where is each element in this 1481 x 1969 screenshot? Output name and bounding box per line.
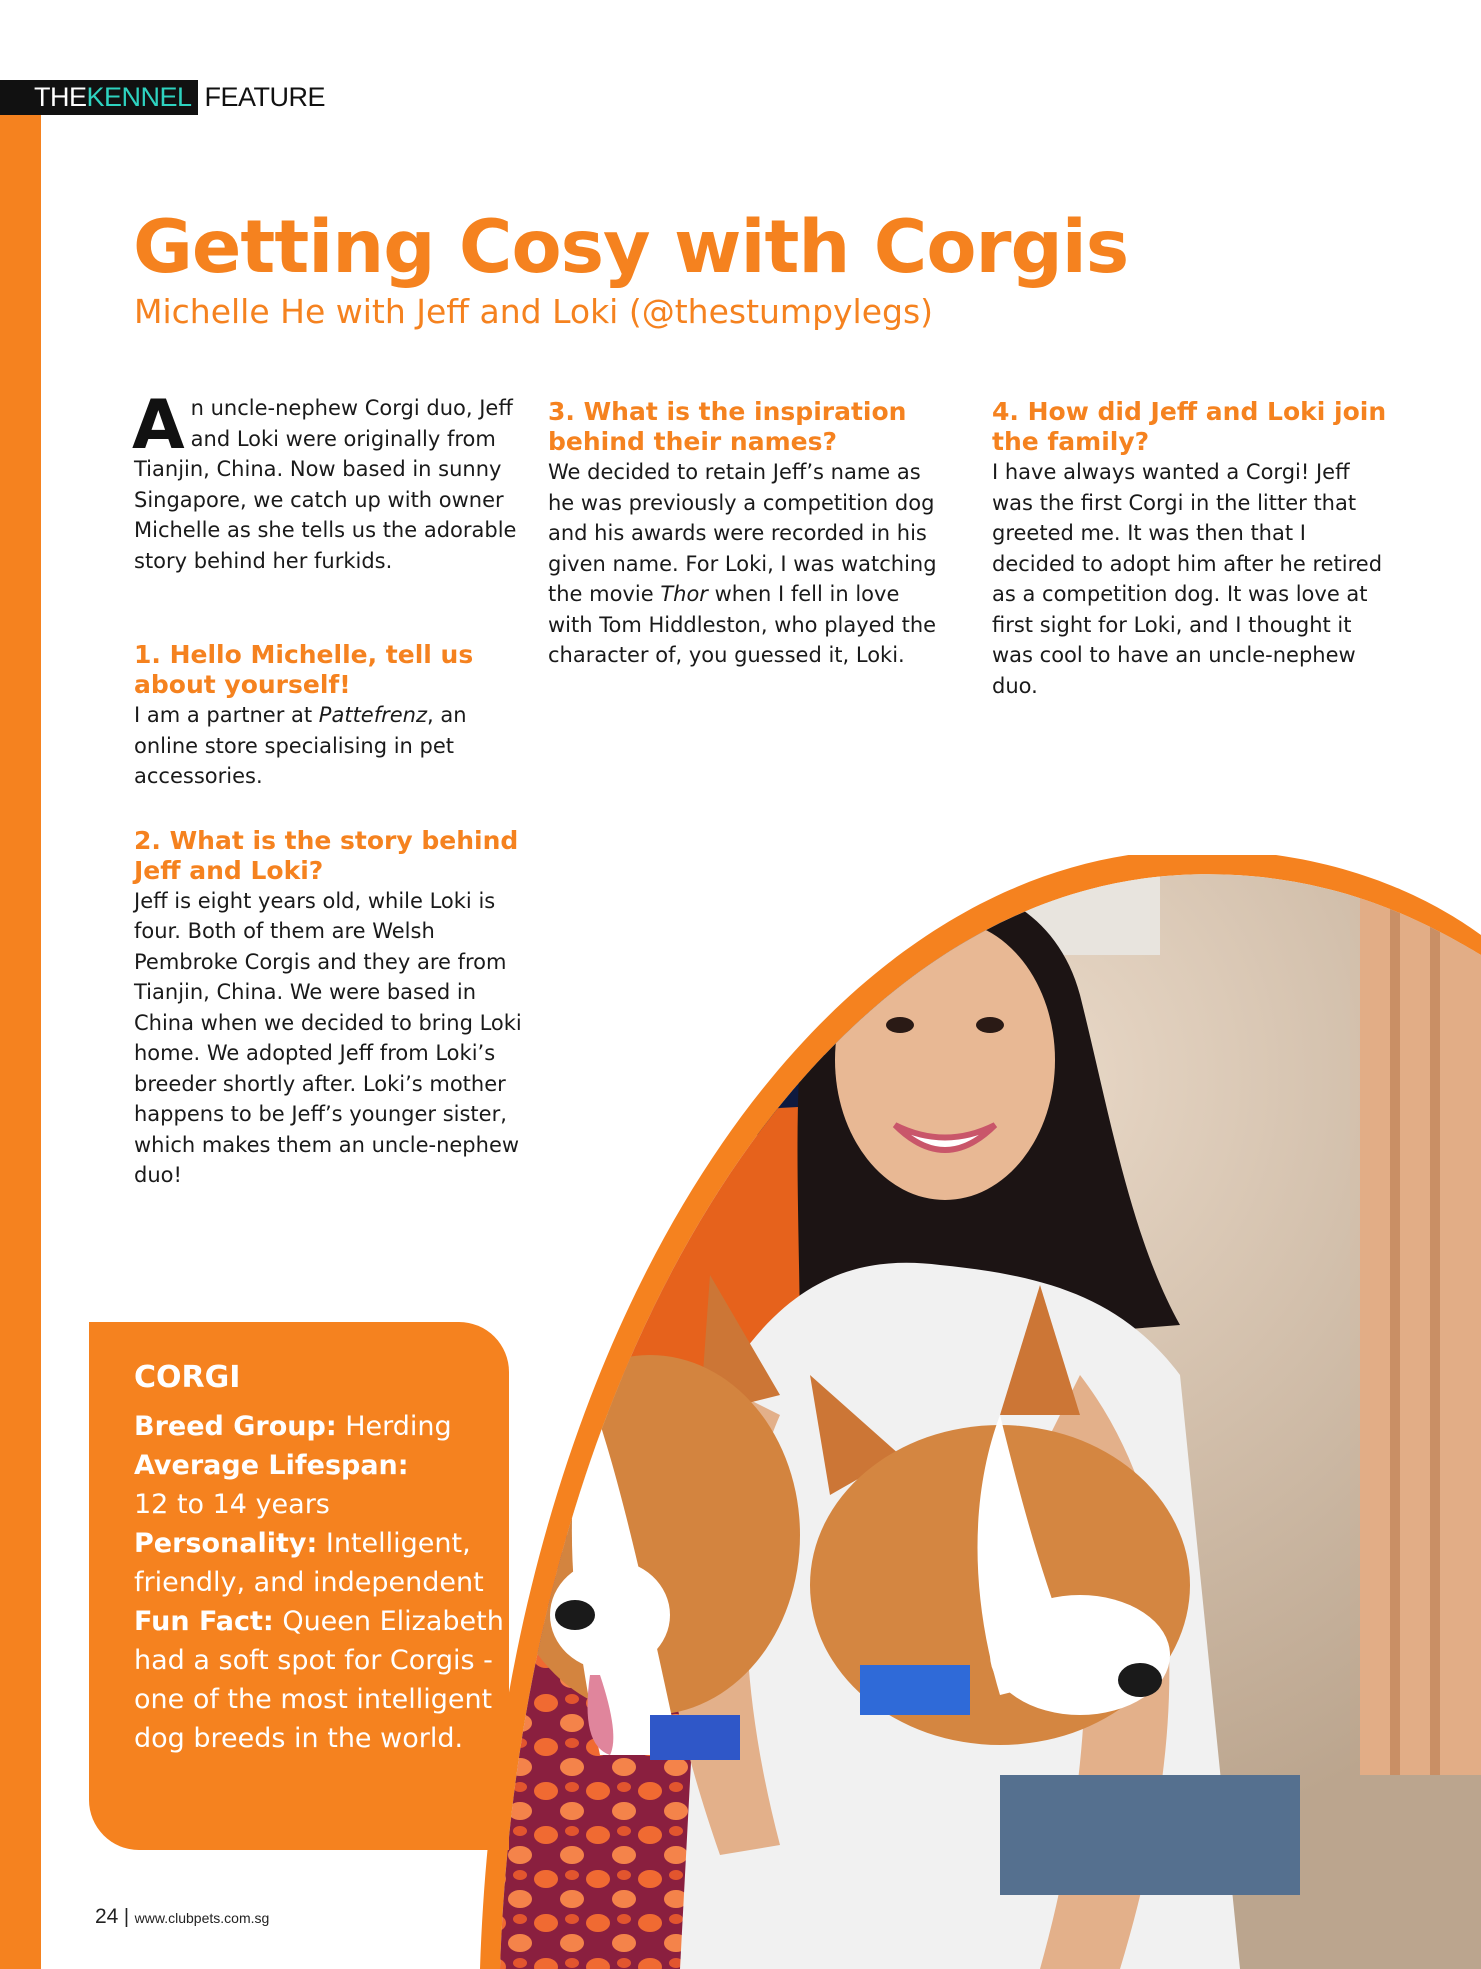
website-url: www.clubpets.com.sg	[134, 1910, 270, 1926]
section-tag-feature: FEATURE	[204, 82, 326, 112]
answer-2: Jeff is eight years old, while Loki is four. Both of them are Welsh Pembroke Corgis and they are from Tianjin, China. We were based in China when we decided to bring Loki home. We adopted Jeff from Loki’s breeder shortly after. Loki’s mother happens to be Jeff’s younger sister, which makes them an uncle-nephew duo!	[134, 888, 522, 1187]
answer-4: I have always wanted a Corgi! Jeff was the first Corgi in the litter that greeted me. It was then that I decided to adopt him after he retired as a competition dog. It was love at first sight for Loki, and I thought it was cool to have an uncle-nephew duo.	[992, 460, 1383, 698]
answer-3	[548, 457, 948, 671]
section-tag	[0, 80, 325, 115]
intro-paragraph	[132, 386, 529, 576]
lifespan-label	[134, 1446, 509, 1485]
column-right	[992, 397, 1392, 701]
column-left	[132, 386, 529, 1191]
pattefrenz-name: Pattefrenz	[318, 703, 427, 727]
personality-line	[134, 1524, 509, 1602]
question-3: 3. What is the inspiration behind their names?	[548, 397, 907, 456]
question-2: 2. What is the story behind Jeff and Loki?	[134, 825, 519, 885]
column-middle	[548, 397, 948, 671]
fun-fact-label: Fun Fact:	[134, 1606, 274, 1637]
question-4: 4. How did Jeff and Loki join the family?	[992, 397, 1387, 456]
side-accent-bar	[0, 94, 41, 1969]
photo-michelle-with-corgis	[480, 855, 1481, 1969]
intro-text: n uncle-nephew Corgi duo, Jeff and Loki were originally from Tianjin, China. Now based in sunny Singapore, we catch up with owner Michelle as she tells us the adorable story behind her furkids.	[134, 396, 517, 573]
thor-title: Thor	[660, 582, 708, 606]
page-number: 24	[95, 1905, 119, 1928]
answer-1	[134, 700, 529, 792]
section-tag-badge	[0, 80, 198, 115]
breed-group-line	[134, 1407, 509, 1446]
article-subtitle: Michelle He with Jeff and Loki (@thestumpylegs)	[134, 292, 934, 331]
question-1: 1. Hello Michelle, tell us about yourself!	[134, 640, 474, 699]
page-footer	[95, 1905, 269, 1929]
answer-1-text-end: , an online store specialising in pet accessories.	[134, 703, 467, 788]
article-title: Getting Cosy with Corgis	[133, 205, 1129, 290]
section-tag-kennel: KENNEL	[86, 82, 192, 112]
breed-info-box	[89, 1322, 509, 1850]
breed-group-value: Herding	[336, 1411, 452, 1442]
breed-group-label: Breed Group:	[134, 1411, 337, 1442]
lifespan-value: 12 to 14 years	[134, 1489, 330, 1520]
personality-label: Personality:	[134, 1528, 318, 1559]
answer-1-text: I am a partner at	[134, 703, 319, 727]
drop-cap: A	[132, 386, 185, 465]
section-tag-the: THE	[34, 82, 87, 112]
lifespan-label-text: Average Lifespan:	[134, 1450, 409, 1481]
fun-fact-value: Queen Elizabeth had a soft spot for Corgis - one of the most intelligent dog breeds in the world.	[134, 1606, 504, 1754]
breed-info-heading: CORGI	[134, 1360, 241, 1395]
personality-value: Intelligent, friendly, and independent	[134, 1528, 484, 1598]
answer-3-text-end: when I fell in love with Tom Hiddleston, who played the character of, you guessed it, Loki.	[548, 582, 937, 667]
footer-separator: |	[118, 1906, 135, 1928]
fun-fact-line	[134, 1602, 509, 1758]
answer-3-text: We decided to retain Jeff’s name as he was previously a competition dog and his awards were recorded in his given name. For Loki, I was watching the movie	[548, 460, 937, 606]
